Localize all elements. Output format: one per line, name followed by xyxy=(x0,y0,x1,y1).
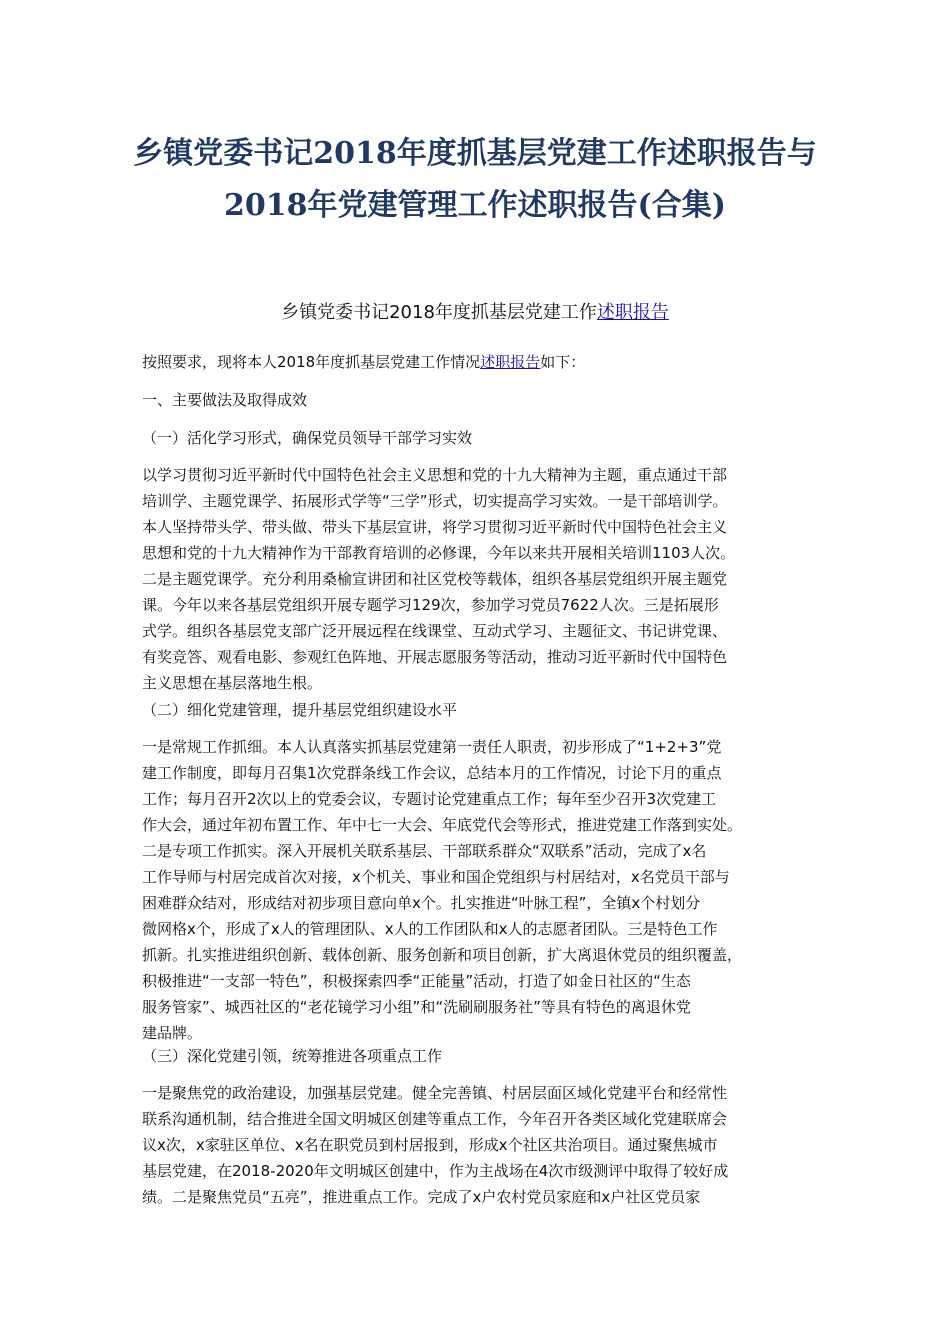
title-line-2: 2018年党建管理工作述职报告(合集) xyxy=(224,188,726,223)
section-title xyxy=(100,300,850,326)
paragraph-3 xyxy=(142,1080,812,1210)
paragraph-line: 工作；每月召开2次以上的党委会议，专题讨论党建重点工作；每年至少召开3次党建工 xyxy=(142,790,717,808)
intro-text-after: 如下： xyxy=(540,353,586,371)
paragraph-line: 一是聚焦党的政治建设，加强基层党建。健全完善镇、村居层面区域化党建平台和经常性 xyxy=(142,1084,728,1102)
paragraph-line: 建工作制度，即每月召集1次党群条线工作会议，总结本月的工作情况，讨论下月的重点 xyxy=(142,764,722,782)
paragraph-2 xyxy=(142,734,812,1046)
paragraph-line: 议x次，x家驻区单位、x名在职党员到村居报到，形成x个社区共治项目。通过聚焦城市 xyxy=(142,1136,718,1154)
paragraph-line: 有奖竞答、观看电影、参观红色阵地、开展志愿服务等活动，推动习近平新时代中国特色 xyxy=(142,648,728,666)
paragraph-line: 建品牌。 xyxy=(142,1024,203,1042)
paragraph-line: 式学。组织各基层党支部广泛开展远程在线课堂、互动式学习、主题征文、书记讲党课、 xyxy=(142,622,728,640)
paragraph-line: 服务管家”、城西社区的“老花镜学习小组”和“洗刷刷服务社”等具有特色的离退休党 xyxy=(142,998,691,1016)
paragraph-line: 绩。二是聚焦党员“五亮”，推进重点工作。完成了x户农村党员家庭和x户社区党员家 xyxy=(142,1188,701,1206)
paragraph-line: 联系沟通机制，结合推进全国文明城区创建等重点工作，今年召开各类区域化党建联席会 xyxy=(142,1110,728,1128)
paragraph-line: 培训学、主题党课学、拓展形式学等“三学”形式，切实提高学习实效。一是干部培训学。 xyxy=(142,492,728,510)
section-title-link[interactable]: 述职报告 xyxy=(596,302,669,323)
paragraph-line: 思想和党的十九大精神作为干部教育培训的必修课，今年以来共开展相关培训1103人次。 xyxy=(142,544,736,562)
paragraph-line: 工作导师与村居完成首次对接，x个机关、事业和国企党组织与村居结对，x名党员干部与 xyxy=(142,868,730,886)
paragraph-line: 作大会，通过年初布置工作、年中七一大会、年底党代会等形式，推进党建工作落到实处。 xyxy=(142,816,743,834)
paragraph-line: 一是常规工作抓细。本人认真落实抓基层党建第一责任人职责，初步形成了“1+2+3”党 xyxy=(142,738,722,756)
paragraph-line: 积极推进“一支部一特色”，积极探索四季“正能量”活动，打造了如金日社区的“生态 xyxy=(142,972,691,990)
subheading-2: （二）细化党建管理，提升基层党组织建设水平 xyxy=(142,701,458,719)
document-title xyxy=(60,128,890,232)
paragraph-line: 主义思想在基层落地生根。 xyxy=(142,674,323,692)
paragraph-line: 以学习贯彻习近平新时代中国特色社会主义思想和党的十九大精神为主题，重点通过干部 xyxy=(142,466,728,484)
paragraph-line: 二是主题党课学。充分利用桑榆宣讲团和社区党校等载体，组织各基层党组织开展主题党 xyxy=(142,570,728,588)
paragraph-line: 基层党建，在2018-2020年文明城区创建中，作为主战场在4次市级测评中取得了较好成 xyxy=(142,1162,729,1180)
intro-text-before: 按照要求，现将本人2018年度抓基层党建工作情况 xyxy=(142,353,481,371)
paragraph-line: 课。今年以来各基层党组织开展专题学习129次，参加学习党员7622人次。三是拓展形 xyxy=(142,596,719,614)
paragraph-line: 抓新。扎实推进组织创新、载体创新、服务创新和项目创新，扩大离退休党员的组织覆盖， xyxy=(142,946,743,964)
paragraph-1 xyxy=(142,462,812,696)
subheading-3: （三）深化党建引领，统筹推进各项重点工作 xyxy=(142,1047,443,1065)
intro-paragraph xyxy=(142,350,812,374)
intro-link[interactable]: 述职报告 xyxy=(480,353,541,371)
section-title-text: 乡镇党委书记2018年度抓基层党建工作 xyxy=(281,302,597,323)
heading-main-practices: 一、主要做法及取得成效 xyxy=(142,391,308,409)
title-line-1: 乡镇党委书记2018年度抓基层党建工作述职报告与 xyxy=(133,136,817,171)
paragraph-line: 微网格x个，形成了x人的管理团队、x人的工作团队和x人的志愿者团队。三是特色工作 xyxy=(142,920,718,938)
subheading-1: （一）活化学习形式，确保党员领导干部学习实效 xyxy=(142,429,473,447)
paragraph-line: 本人坚持带头学、带头做、带头下基层宣讲，将学习贯彻习近平新时代中国特色社会主义 xyxy=(142,518,728,536)
paragraph-line: 困难群众结对，形成结对初步项目意向单x个。扎实推进“叶脉工程”，全镇x个村划分 xyxy=(142,894,701,912)
paragraph-line: 二是专项工作抓实。深入开展机关联系基层、干部联系群众“双联系”活动，完成了x名 xyxy=(142,842,707,860)
